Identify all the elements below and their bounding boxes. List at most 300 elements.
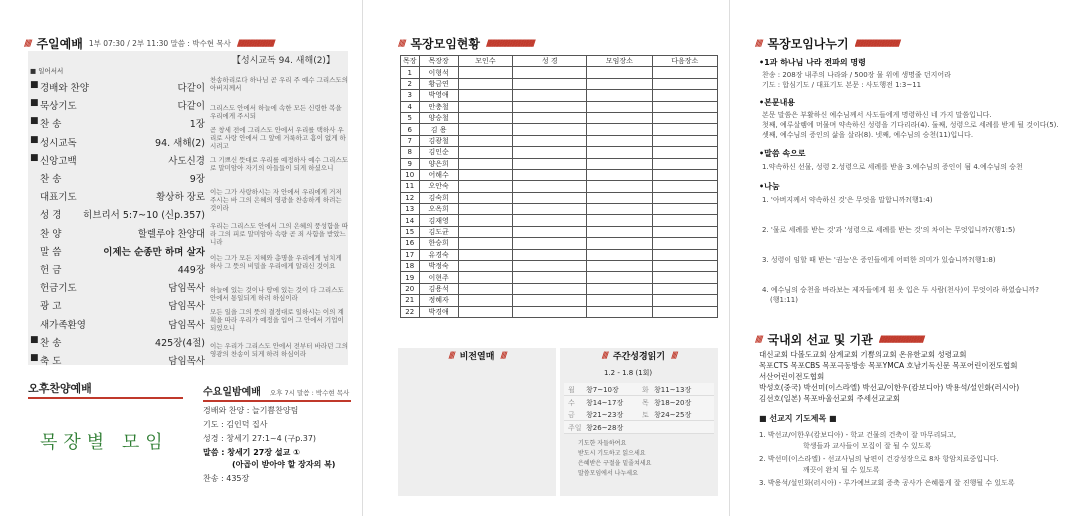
cell-leader: 박정숙	[419, 261, 458, 272]
empty-cell	[513, 112, 587, 123]
empty-cell	[513, 135, 587, 146]
service-item-value: 1장	[189, 119, 205, 131]
service-item-label: 헌 금	[40, 265, 62, 276]
guideline-line: 기도한 자들하여요	[578, 440, 627, 447]
empty-cell	[652, 112, 717, 123]
cell-leader: 김재영	[419, 215, 458, 226]
empty-cell	[458, 215, 512, 226]
service-item-value: 담임목사	[168, 301, 205, 313]
empty-cell	[587, 272, 652, 283]
reading-chapter: 창14~17장	[586, 398, 624, 407]
vision-fruit-title: 비전열매	[459, 352, 495, 362]
text-content-line: 본문 말씀은 부활하신 예수님께서 사도들에게 명령하신 네 가지 말씀입니다.	[762, 111, 992, 119]
panel-divider	[362, 0, 363, 516]
service-item	[30, 353, 205, 367]
empty-cell	[587, 124, 652, 135]
empty-cell	[652, 272, 717, 283]
empty-cell	[587, 204, 652, 215]
empty-cell	[587, 249, 652, 260]
wednesday-worship-title: 수요일밤예배	[203, 387, 261, 398]
mission-prayer-title: ■ 선교지 기도제목 ■	[759, 414, 837, 423]
empty-cell	[513, 272, 587, 283]
sunday-worship-title: 주일예배	[36, 37, 83, 51]
afternoon-worship-title: 오후찬양예배	[28, 380, 183, 399]
empty-cell	[652, 238, 717, 249]
scripture-verse: 찬송하리로다 하나님 곧 우리 주 예수 그리스도의 아버지께서	[210, 76, 348, 92]
empty-cell	[458, 295, 512, 306]
guideline-line: 은혜받은 구절을 밑줄쳐세요	[578, 460, 652, 467]
header-decoration-left: /////	[755, 334, 762, 345]
empty-cell	[587, 147, 652, 158]
empty-cell	[652, 226, 717, 237]
empty-cell	[652, 192, 717, 203]
cell-number: 13	[401, 204, 420, 215]
service-item	[30, 317, 205, 331]
service-item-bullet: ■	[30, 152, 39, 163]
cell-number: 20	[401, 283, 420, 294]
empty-cell	[652, 135, 717, 146]
empty-cell	[587, 158, 652, 169]
text-content-title: •본문내용	[759, 98, 796, 107]
cell-number: 2	[401, 78, 420, 89]
table-row	[401, 181, 718, 192]
header-decoration-right: ////	[671, 350, 677, 361]
table-row	[401, 158, 718, 169]
cell-leader: 이현주	[419, 272, 458, 283]
empty-cell	[652, 204, 717, 215]
service-item	[30, 298, 205, 312]
table-row	[401, 238, 718, 249]
table-row	[401, 261, 718, 272]
empty-cell	[458, 90, 512, 101]
service-item-label: 새가족환영	[40, 319, 86, 331]
service-item-label: 말 씀	[40, 246, 62, 258]
into-the-word-line: 1.약속하신 선물, 성령 2.성령으로 세례를 받음 3.예수님의 증인이 됨 4.예수님의 승천	[762, 163, 1023, 171]
cell-number: 1	[401, 67, 420, 78]
empty-cell	[652, 261, 717, 272]
cell-leader: 정혜자	[419, 295, 458, 306]
reading-chapter: 창7~10장	[586, 386, 619, 394]
scripture-verse: 모든 일을 그의 뜻의 결정대로 일하시는 이의 계획을 따라 우리가 예정을 입어 그 안에서 기업이 되었으니	[210, 308, 344, 332]
cell-leader: 김도균	[419, 226, 458, 237]
empty-cell	[513, 192, 587, 203]
header-decoration-left: ////	[448, 350, 454, 361]
cell-leader: 박영애	[419, 90, 458, 101]
responsive-reading-title: 【성시교독 94. 새해(2)】	[232, 56, 335, 66]
table-row	[401, 226, 718, 237]
header-decoration-left: ////	[601, 350, 607, 361]
cell-number: 17	[401, 249, 420, 260]
cell-number: 3	[401, 90, 420, 101]
column-header: 목장	[401, 56, 420, 67]
scripture-verse: 이는 우리가 그리스도 안에서 전부터 바라던 그의 영광의 찬송이 되게 하려 하심이라	[210, 342, 348, 358]
empty-cell	[458, 204, 512, 215]
table-row	[401, 67, 718, 78]
service-item-bullet: ■	[30, 353, 39, 363]
reading-chapter: 창21~23장	[586, 411, 624, 419]
reading-row	[564, 421, 714, 434]
cell-number: 5	[401, 112, 420, 123]
empty-cell	[513, 147, 587, 158]
service-item-value: 9장	[189, 174, 205, 185]
service-item-label: 성 경	[40, 210, 62, 222]
empty-cell	[587, 78, 652, 89]
service-item	[30, 280, 205, 294]
empty-cell	[458, 249, 512, 260]
service-item-value: 이제는 순종만 하며 살자	[103, 246, 205, 258]
service-item-bullet: ■	[30, 80, 39, 90]
empty-cell	[587, 215, 652, 226]
cell-number: 6	[401, 124, 420, 135]
church-line: 대신교회 다볼도교회 삼계교회 기쁨의교회 온유한교회 성령교회	[759, 350, 967, 359]
service-item	[30, 171, 205, 185]
service-item-label: 대표기도	[40, 192, 77, 204]
table-row	[401, 249, 718, 260]
empty-cell	[587, 90, 652, 101]
table-row	[401, 169, 718, 180]
service-item-bullet: ■	[30, 334, 39, 345]
empty-cell	[458, 261, 512, 272]
cell-leader: 김인순	[419, 147, 458, 158]
service-item-value: 히브리서 5:7~10 (신p.357)	[83, 210, 205, 222]
cell-leader: 박경애	[419, 306, 458, 317]
missions-header	[755, 331, 1085, 348]
cell-leader: 김광철	[419, 135, 458, 146]
service-item-label: 신앙고백	[40, 155, 77, 167]
table-row	[401, 135, 718, 146]
column-header: 다음장소	[652, 56, 717, 67]
service-item-label: 묵상기도	[40, 101, 77, 113]
table-row	[401, 192, 718, 203]
stand-up-label: ■ 일어서서	[30, 67, 64, 75]
church-line: 김선호(일본) 목포바울선교회 주세선교교회	[759, 394, 901, 403]
church-line: 목포CTS 목포CBS 목포극동방송 목포YMCA 호남기독신문 목포어린이전도협회	[759, 361, 1018, 370]
empty-cell	[513, 249, 587, 260]
service-item-value: 황상하 장로	[156, 192, 205, 204]
cell-number: 21	[401, 295, 420, 306]
missions-title: 국내외 선교 및 기관	[767, 333, 873, 347]
wednesday-detail-line: 찬송 : 435장	[203, 474, 250, 483]
cell-leader: 김용석	[419, 283, 458, 294]
empty-cell	[513, 215, 587, 226]
cell-status-table	[400, 55, 718, 318]
cell-status-header	[398, 35, 723, 52]
empty-cell	[458, 306, 512, 317]
cell-number: 18	[401, 261, 420, 272]
cell-leader: 김 용	[419, 124, 458, 135]
mission-prayer-line: 학생들과 교사들이 모집이 잘 될 수 있도록	[803, 442, 932, 450]
wednesday-detail-line: 기도 : 김인덕 집사	[203, 420, 268, 429]
empty-cell	[513, 283, 587, 294]
wednesday-detail-line: (아곱이 받아야 할 장자의 복)	[232, 460, 336, 469]
column-header: 목장장	[419, 56, 458, 67]
service-item-label: 찬 송	[40, 119, 62, 131]
reading-day: 수	[568, 398, 575, 407]
lesson-hymn-line: 찬송 : 208장 내주의 나라와 / 500장 물 위에 생명줄 던지어라	[762, 71, 951, 79]
empty-cell	[513, 124, 587, 135]
cell-sharing-title: 목장모임나누기	[767, 37, 849, 51]
header-decoration-left: /////	[24, 38, 31, 49]
empty-cell	[652, 169, 717, 180]
empty-cell	[458, 226, 512, 237]
empty-cell	[458, 112, 512, 123]
scripture-verse: 곧 창세 전에 그리스도 안에서 우리를 택하사 우리로 사랑 안에서 그 앞에 거룩하고 흠이 없게 하시려고	[210, 126, 346, 150]
service-item-value: 94. 새해(2)	[155, 137, 205, 149]
table-header-row	[401, 56, 718, 67]
service-item	[30, 244, 205, 258]
sharing-question-2: 2. '물로 세례를 받는 것'과 '성령으로 세례를 받는 것'의 차이는 무엇입니까?(행1:5)	[762, 226, 1016, 234]
service-item	[30, 226, 205, 240]
empty-cell	[652, 124, 717, 135]
service-item-label: 찬 송	[40, 174, 62, 185]
table-row	[401, 215, 718, 226]
service-item	[30, 153, 205, 167]
reading-chapter: 창24~25장	[654, 411, 692, 419]
empty-cell	[587, 306, 652, 317]
empty-cell	[587, 169, 652, 180]
empty-cell	[513, 67, 587, 78]
empty-cell	[652, 67, 717, 78]
service-item-value: 다같이	[177, 101, 205, 113]
table-row	[401, 272, 718, 283]
service-item-label: 축 도	[40, 356, 62, 367]
sunday-worship-panel	[0, 0, 360, 516]
church-line: 박성호(중국) 박선미(이스라엘) 박선교/이한우(캄보디아) 박용석/설인화(러시아)	[759, 383, 1020, 392]
service-item-label: 찬 송	[40, 337, 62, 349]
vision-fruit-box	[398, 348, 556, 496]
cell-sharing-header	[755, 35, 1085, 52]
column-header: 모인수	[458, 56, 512, 67]
wednesday-worship-time: 오후 7시 말씀 : 박수현 목사	[269, 389, 350, 397]
sunday-worship-time: 1부 07:30 / 2부 11:30 말씀 : 박수현 목사	[88, 39, 231, 48]
empty-cell	[587, 261, 652, 272]
empty-cell	[458, 124, 512, 135]
service-item-label: 성시교독	[40, 137, 77, 149]
table-row	[401, 204, 718, 215]
empty-cell	[513, 226, 587, 237]
cell-number: 11	[401, 181, 420, 192]
empty-cell	[652, 78, 717, 89]
empty-cell	[513, 204, 587, 215]
service-item-bullet: ■	[30, 98, 39, 109]
cell-leader: 오옥희	[419, 204, 458, 215]
service-item-value: 다같이	[177, 83, 205, 94]
cell-number: 19	[401, 272, 420, 283]
vision-fruit-header	[398, 349, 556, 362]
empty-cell	[458, 169, 512, 180]
empty-cell	[587, 181, 652, 192]
header-decoration-right: ////////////////////////////////////////////////////////	[878, 334, 923, 345]
table-row	[401, 78, 718, 89]
church-line: 서산어린이전도협회	[759, 372, 825, 381]
empty-cell	[513, 181, 587, 192]
service-item	[30, 262, 205, 276]
empty-cell	[587, 101, 652, 112]
cell-leader: 이형석	[419, 67, 458, 78]
reading-chapter: 창18~20장	[654, 398, 692, 407]
cell-number: 7	[401, 135, 420, 146]
service-item-value: 425장(4절)	[155, 337, 205, 349]
reading-chapter: 창26~28장	[586, 423, 624, 432]
empty-cell	[587, 135, 652, 146]
table-row	[401, 306, 718, 317]
empty-cell	[458, 272, 512, 283]
reading-row	[564, 396, 714, 409]
column-header: 모임장소	[587, 56, 652, 67]
empty-cell	[587, 295, 652, 306]
scripture-verse: 그리스도 안에서 하늘에 속한 모든 신령한 복을 우리에게 주시되	[210, 104, 342, 120]
mission-prayer-line: 1. 박선교/이한우(캄보디아) - 학교 건물의 건축이 잘 마무리되고,	[759, 431, 957, 439]
empty-cell	[587, 226, 652, 237]
cell-number: 8	[401, 147, 420, 158]
header-decoration-right: ////////////////////////////////////////////////////////	[854, 38, 899, 49]
empty-cell	[587, 238, 652, 249]
wednesday-detail-line: 말씀 : 창세기 27장 설교 ①	[203, 448, 300, 457]
sharing-question-4-ref: (행1:11)	[770, 296, 798, 304]
mission-prayer-line: 깨끗이 완치 될 수 있도록	[803, 466, 880, 474]
lesson-prayer-line: 기도 : 합심기도 / 대표기도 본문 : 사도행전 1:3~11	[762, 81, 922, 89]
empty-cell	[458, 147, 512, 158]
cell-group-meeting-title: 목장별 모임	[40, 432, 169, 453]
reading-day: 토	[642, 411, 649, 419]
service-item-value: 담임목사	[168, 319, 205, 331]
service-item-value: 사도신경	[168, 155, 205, 167]
service-item-bullet: ■	[30, 134, 39, 145]
service-item	[30, 80, 205, 94]
scripture-verse: 우리는 그리스도 안에서 그의 은혜의 풍성함을 따라 그의 피로 말미암아 속량 곧 죄 사함을 받았느니라	[210, 222, 348, 246]
scripture-verse: 그 기쁘신 뜻대로 우리를 예정하사 예수 그리스도로 말미암아 자기의 아들들이 되게 하셨으니	[210, 156, 348, 172]
empty-cell	[587, 67, 652, 78]
reading-chapter: 창11~13장	[654, 386, 692, 394]
wednesday-detail-line: 성경 : 창세기 27:1~4 (구p.37)	[203, 434, 317, 443]
scripture-verse: 하늘에 있는 것이나 땅에 있는 것이 다 그리스도 안에서 통일되게 하려 하심이라	[210, 286, 344, 302]
empty-cell	[513, 78, 587, 89]
cell-leader: 안충철	[419, 101, 458, 112]
text-content-line: 셋째, 예수님의 증인의 삶을 살라(8). 넷째, 예수님의 승천(11)입니다.	[762, 131, 974, 139]
empty-cell	[458, 67, 512, 78]
empty-cell	[652, 181, 717, 192]
cell-number: 22	[401, 306, 420, 317]
empty-cell	[513, 261, 587, 272]
empty-cell	[513, 169, 587, 180]
reading-day: 금	[568, 411, 575, 419]
cell-number: 16	[401, 238, 420, 249]
cell-number: 9	[401, 158, 420, 169]
wednesday-detail-line: 경배와 찬양 : 늘기쁨찬양팀	[203, 406, 299, 415]
scripture-verse: 이는 그가 사랑하시는 자 안에서 우리에게 거저 주시는 바 그의 은혜의 영광을 찬송하게 하려는 것이라	[210, 188, 342, 212]
table-row	[401, 283, 718, 294]
empty-cell	[587, 192, 652, 203]
reading-day: 주일	[568, 423, 582, 432]
sharing-question-4: 4. 예수님의 승천을 바라보는 제자들에게 흰 옷 입은 두 사람(천사)이 무엇이라 하였습니까?	[762, 286, 1040, 294]
text-content-line: 첫째, 예루살렘에 머물며 약속하신 성령을 기다리라(4). 둘째, 성령으로 세례를 받게 될 것이다(5).	[762, 121, 1059, 129]
reading-row	[564, 408, 714, 421]
empty-cell	[513, 295, 587, 306]
cell-leader: 양은희	[419, 158, 458, 169]
service-item	[30, 98, 205, 112]
sharing-question-3: 3. 성령이 임할 때 받는 '권능'은 증인들에게 어떠한 의미가 있습니까?(행1:8)	[762, 256, 996, 264]
table-row	[401, 124, 718, 135]
empty-cell	[513, 158, 587, 169]
table-row	[401, 147, 718, 158]
table-row	[401, 90, 718, 101]
service-item-label: 찬 양	[40, 228, 62, 240]
service-item	[30, 207, 205, 221]
mission-prayer-line: 2. 박선미(이스라엘) - 선교사님의 남편이 건강성장으로 8차 항암치료중입니다.	[759, 455, 999, 463]
service-item-label: 경배와 찬양	[40, 83, 89, 94]
reading-day: 화	[642, 386, 649, 394]
mission-prayer-line: 3. 박용석/설인화(러시아) - 루가예브교회 증축 공사가 은혜롭게 잘 진행될 수 있도록	[759, 479, 1015, 487]
service-item-value: 담임목사	[168, 283, 205, 295]
empty-cell	[652, 283, 717, 294]
empty-cell	[458, 78, 512, 89]
service-item-value: 449장	[177, 265, 205, 276]
empty-cell	[513, 101, 587, 112]
column-header: 성 경	[513, 56, 587, 67]
empty-cell	[513, 306, 587, 317]
empty-cell	[458, 135, 512, 146]
empty-cell	[652, 306, 717, 317]
scripture-verse: 이는 그가 모든 지혜와 총명을 우리에게 넘치게 하사 그 뜻의 비밀을 우리에게 알리신 것이요	[210, 254, 342, 270]
cell-number: 12	[401, 192, 420, 203]
empty-cell	[587, 112, 652, 123]
sharing-question-1: 1. '아버지께서 약속하신 것'은 무엇을 말합니까?(행1:4)	[762, 196, 933, 204]
service-item-label: 헌금기도	[40, 283, 77, 295]
empty-cell	[652, 158, 717, 169]
empty-cell	[652, 295, 717, 306]
weekly-reading-title: 주간성경읽기	[612, 352, 666, 362]
into-the-word-title: •말씀 속으로	[759, 149, 806, 158]
wednesday-worship-header	[203, 383, 351, 402]
guideline-line: 말씀모임에서 나누세요	[578, 470, 638, 477]
lesson-title: •1과 하나님 나라 전파의 명령	[759, 58, 866, 67]
header-decoration-right: //////////////////////////////////////////////	[236, 38, 274, 49]
service-item-label: 광 고	[40, 301, 62, 313]
cell-status-title: 목장모임현황	[410, 37, 480, 51]
cell-number: 10	[401, 169, 420, 180]
table-row	[401, 101, 718, 112]
empty-cell	[652, 147, 717, 158]
empty-cell	[513, 238, 587, 249]
cell-leader: 유경숙	[419, 249, 458, 260]
empty-cell	[652, 215, 717, 226]
cell-leader: 한승희	[419, 238, 458, 249]
cell-leader: 어해수	[419, 169, 458, 180]
service-item	[30, 116, 205, 130]
reading-row	[564, 383, 714, 396]
service-item	[30, 189, 205, 203]
reading-day: 월	[568, 386, 575, 394]
empty-cell	[458, 158, 512, 169]
header-decoration-right: ////////////////////////////////////////////////////////////	[486, 38, 534, 49]
cell-leader: 양승철	[419, 112, 458, 123]
table-row	[401, 112, 718, 123]
empty-cell	[513, 90, 587, 101]
header-decoration-left: /////	[398, 38, 405, 49]
header-decoration-left: /////	[755, 38, 762, 49]
weekly-reading-header	[560, 349, 718, 362]
service-item	[30, 135, 205, 149]
service-item-bullet: ■	[30, 116, 39, 127]
header-decoration-right: ////	[500, 350, 506, 361]
reading-date-range: 1.2 - 1.8 (1회)	[604, 369, 653, 377]
empty-cell	[652, 249, 717, 260]
empty-cell	[458, 192, 512, 203]
cell-number: 14	[401, 215, 420, 226]
empty-cell	[652, 90, 717, 101]
cell-leader: 오안숙	[419, 181, 458, 192]
empty-cell	[458, 181, 512, 192]
